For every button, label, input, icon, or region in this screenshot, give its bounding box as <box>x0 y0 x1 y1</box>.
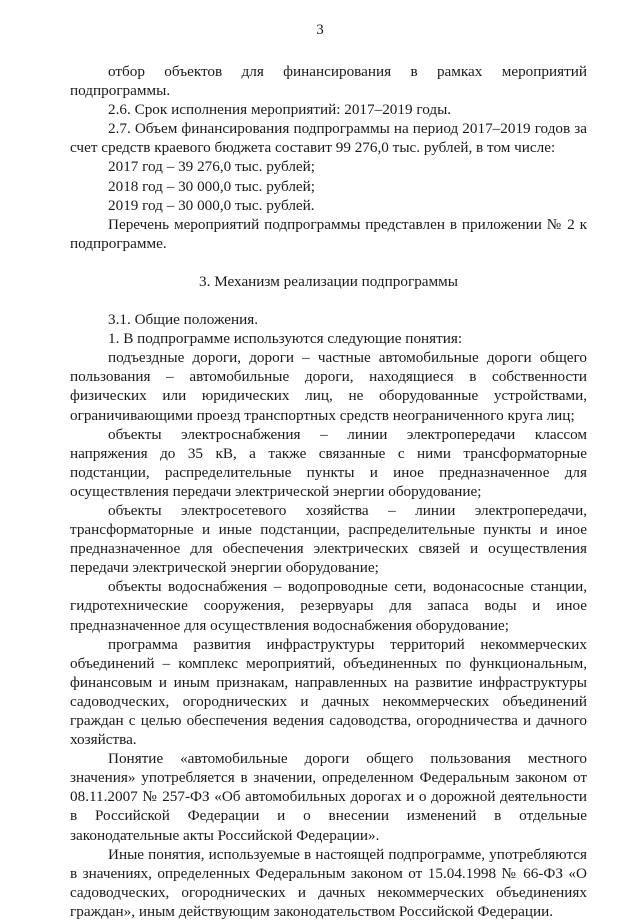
document-body <box>70 62 587 921</box>
paragraph: подъездные дороги, дороги – частные автомобильные дороги общего пользования – автомобильные дороги, находящиеся в собственности физических или юридических лиц, не оборудованные устройствами, ограничивающими проезд транспортных средств неограниченного круга лиц; <box>70 349 587 424</box>
paragraph: объекты электроснабжения – линии электропередачи классом напряжения до 35 кВ, а также связанные с ними трансформаторные подстанции, распределительные пункты и иное предназначенное для осуществления передачи электрической энергии оборудование; <box>70 425 587 500</box>
paragraph: отбор объектов для финансирования в рамках мероприятий подпрограммы. <box>70 63 587 100</box>
paragraph: 2019 год – 30 000,0 тыс. рублей. <box>108 196 315 214</box>
paragraph: 2017 год – 39 276,0 тыс. рублей; <box>108 158 316 176</box>
paragraph: 1. В подпрограмме используются следующие понятия: <box>108 330 463 348</box>
paragraph: 2.7. Объем финансирования подпрограммы на период 2017–2019 годов за счет средств краевого бюджета составит 99 276,0 тыс. рублей, в том числе: <box>70 120 587 157</box>
section-heading: 3. Механизм реализации подпрограммы <box>199 272 458 290</box>
paragraph: 2.6. Срок исполнения мероприятий: 2017–2019 годы. <box>108 101 452 119</box>
paragraph: 3.1. Общие положения. <box>108 311 259 329</box>
page-number: 3 <box>316 22 324 38</box>
paragraph: Иные понятия, используемые в настоящей подпрограмме, употребляются в значениях, определенных Федеральным законом от 15.04.1998 № 66-ФЗ «О садоводческих, огороднических и дачных некоммерческих объединениях граждан», иным действующим законодательством Российской Федерации. <box>70 845 587 920</box>
paragraph: объекты электросетевого хозяйства – линии электропередачи, трансформаторные и иные подстанции, распределительные пункты и иное предназначенное для обеспечения электрических связей и осуществления передачи электрической энергии оборудование; <box>70 501 587 577</box>
paragraph: Понятие «автомобильные дороги общего пользования местного значения» употребляется в значении, определенном Федеральным законом от 08.11.2007 № 257-ФЗ «Об автомобильных дорогах и о дорожной деятельности в Российской Федерации и о внесении изменений в отдельные законодательные акты Российской Федерации». <box>70 750 587 844</box>
paragraph: Перечень мероприятий подпрограммы представлен в приложении № 2 к подпрограмме. <box>70 215 587 252</box>
paragraph: программа развития инфраструктуры территорий некоммерческих объединений – комплекс мероприятий, объединенных по функциональным, финансовым и иным признакам, направленных на развитие инфраструктуры садоводческих, огороднических и дачных некоммерческих объединений граждан с целью обеспечения ведения садоводства, огородничества и дачного хозяйства. <box>70 635 587 749</box>
paragraph: объекты водоснабжения – водопроводные сети, водонасосные станции, гидротехнические сооружения, резервуары для запаса воды и иное предназначенное для осуществления водоснабжения оборудование; <box>70 578 587 634</box>
paragraph: 2018 год – 30 000,0 тыс. рублей; <box>108 177 316 195</box>
